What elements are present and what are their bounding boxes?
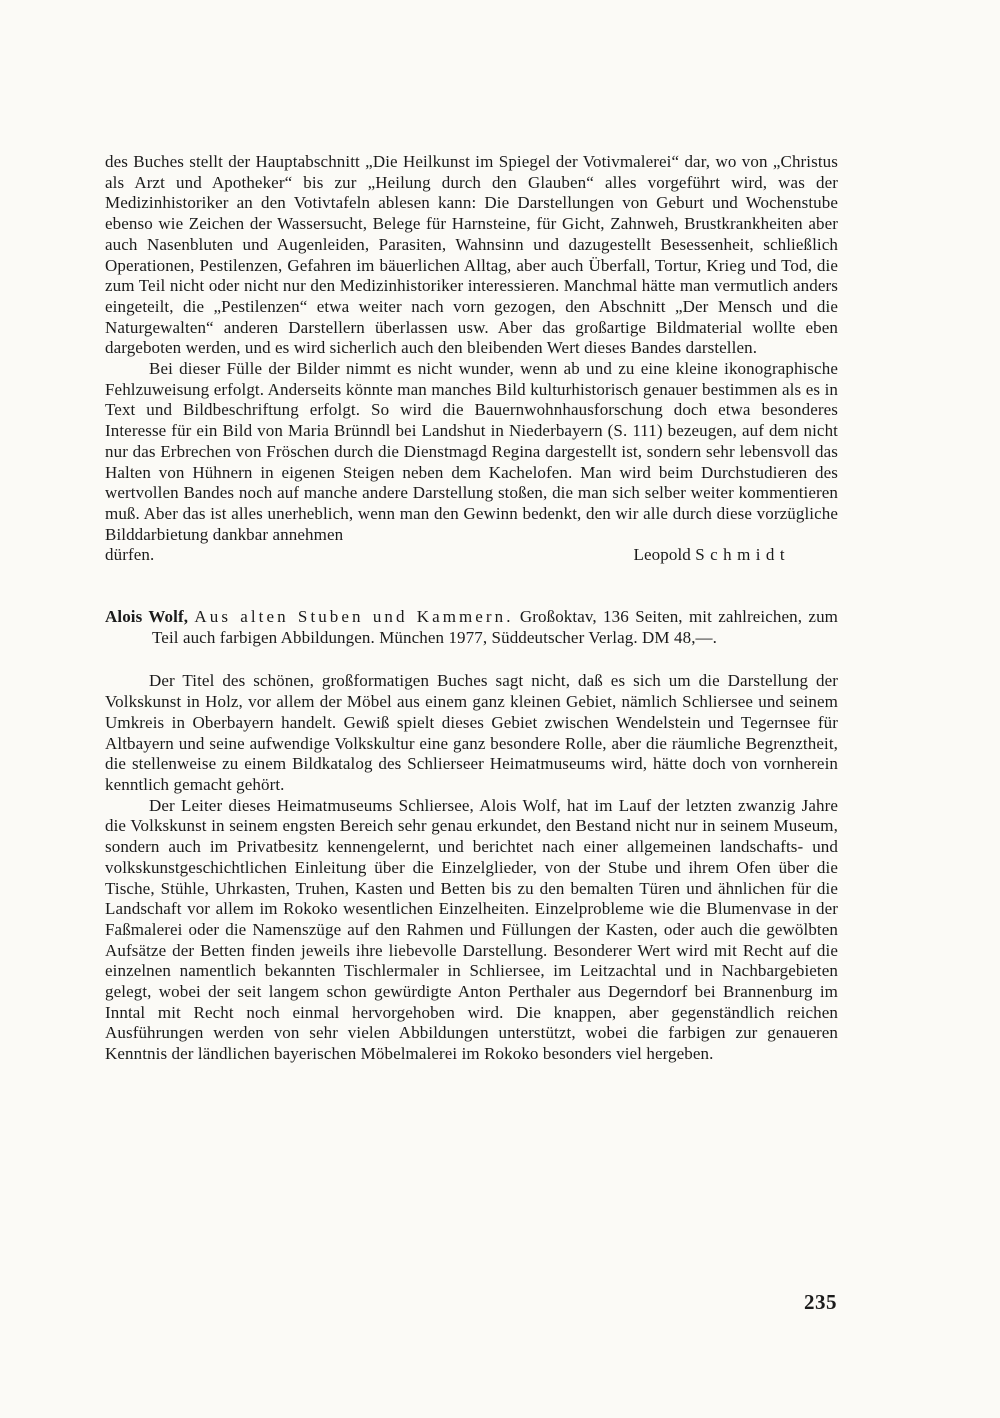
reviewer-first-name: Leopold — [633, 545, 691, 565]
body-paragraph-1: Der Titel des schönen, großformatigen Buches sagt nicht, daß es sich um die Darstellung der Volkskunst in Holz, vor allem der Möbel aus einem ganz kleinen Gebiet, nämlich Schliersee und seinem Umkreis in Oberbayern handelt. Gewiß spielt dieses Gebiet zwischen Wendelstein und Tegernsee für Altbayern und seine aufwendige Volkskultur eine ganz besondere Rolle, aber die räumliche Begrenztheit, die stellenweise zu einem Bildkatalog des Schlierseer Heimatmuseums wird, hätte doch von vornherein kenntlich gemacht gehört. — [105, 671, 838, 794]
reviewer-signature — [634, 545, 790, 566]
body-paragraph-2: Der Leiter dieses Heimatmuseums Schliersee, Alois Wolf, hat im Lauf der letzten zwanzig Jahre die Volkskunst in seinem engsten Bereich sehr genau erkundet, den Bestand nicht nur in seinem Museum, sondern auch im Privatbesitz kennengelernt, und berichtet nach einer allgemeinen landschafts- und volkskunstgeschichtlichen Einleitung über die Einzelglieder, von der Stube und ihrem Ofen über die Tische, Stühle, Uhrkasten, Truhen, Kasten und Betten bis zu den bemalten Türen und ähnlichen für die Landschaft vor allem im Rokoko wesentlichen Einzelheiten. Einzelprobleme wie die Blumenvase in der Faßmalerei oder die Namenszüge auf den Rahmen und Füllungen der Kasten, oder auch die gewölbten Aufsätze der Betten finden jeweils ihre liebevolle Darstellung. Besonderer Wert wird mit Recht auf die einzelnen namentlich bekannten Tischlermaler in Schliersee, im Leitzachtal und in Nachbargebieten gelegt, wobei der seit langem schon gewürdigte Anton Perthaler aus Degerndorf bei Brannenburg im Inntal mit Recht noch einmal hervorgehoben wird. Die knappen, aber gegenständlich reichen Ausführungen werden von sehr vielen Abbildungen unterstützt, wobei die farbigen zur genaueren Kenntnis der ländlichen bayerischen Möbelmalerei im Rokoko besonders viel hergeben. — [105, 795, 838, 1064]
book-author: Alois Wolf, — [105, 607, 189, 627]
closing-last-word: dürfen. — [105, 545, 155, 565]
page-number: 235 — [804, 1290, 837, 1314]
text-column — [105, 152, 838, 1065]
reviewer-last-name: Schmidt — [695, 545, 790, 565]
book-title: Aus alten Stuben und Kammern. — [194, 607, 514, 627]
closing-line — [105, 545, 838, 566]
book-heading — [105, 607, 838, 648]
review-continuation-paragraph: des Buches stellt der Hauptabschnitt „Die Heilkunst im Spiegel der Votivmalerei“ dar, wo von „Christus als Arzt und Apotheker“ bis zur „Heilung durch den Glauben“ alles vorgeführt wird, was der Medizinhistoriker an den Votivtafeln ablesen kann: Die Darstellungen von Geburt und Wochenstube ebenso wie Zeichen der Wassersucht, Belege für Harnsteine, für Gicht, Zahnweh, Brustkrankheiten aber auch Nasenbluten und Augenleiden, Parasiten, Wahnsinn und dazugestellt Besessenheit, schließlich Operationen, Pestilenzen, Gefahren im bäuerlichen Alltag, aber auch Überfall, Tortur, Krieg und Tod, die zum Teil nicht oder nicht nur den Medizinhistoriker interessieren. Manchmal hätte man vermutlich anders eingeteilt, die „Pestilenzen“ etwa weiter nach vorn gezogen, den Abschnitt „Der Mensch und die Naturgewalten“ anderen Darstellern überlassen usw. Aber das großartige Bildmaterial wollte eben dargeboten werden, und es wird sicherlich auch den bleibenden Wert dieses Bandes darstellen. — [105, 152, 838, 358]
book-details: Großoktav, 136 Seiten, mit zahlreichen, zum Teil auch farbigen Abbildungen. München 1977, Süddeutscher Verlag. DM 48,—. — [152, 607, 838, 647]
review-closing-paragraph: Bei dieser Fülle der Bilder nimmt es nicht wunder, wenn ab und zu eine kleine ikonographische Fehlzuweisung erfolgt. Anderseits könnte man manches Bild kulturhistorisch genauer bestimmen als es in Text und Bildbeschriftung erfolgt. So wird die Bauernwohnhausforschung doch etwa besonderes Interesse für ein Bild von Maria Brünndl bei Landshut in Niederbayern (S. 111) bezeugen, auf dem nicht nur das Erbrechen von Fröschen durch die Dienstmagd Regina dargestellt ist, sondern sehr lebensvoll das Halten von Hühnern in eigenen Steigen neben dem Kachelofen. Man wird beim Durchstudieren des wertvollen Bandes noch auf manche andere Darstellung stoßen, die man sich selber weiter kommentieren muß. Aber das ist alles unerheblich, wenn man den Gewinn bedenkt, den wir alle durch diese vorzügliche Bilddarbietung dankbar annehmen — [105, 359, 838, 544]
